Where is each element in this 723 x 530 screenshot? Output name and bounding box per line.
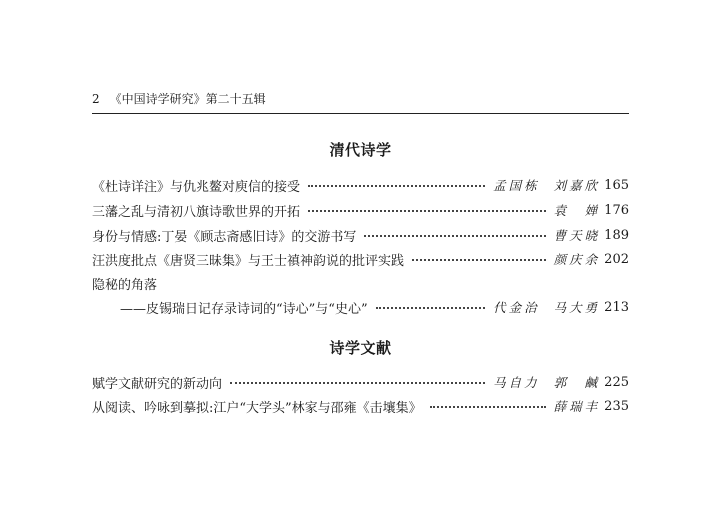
entry-author: 刘嘉欣 xyxy=(553,178,601,193)
entry-title: 《杜诗详注》与仇兆鳌对庾信的接受 xyxy=(92,179,301,195)
toc-entry xyxy=(92,373,629,391)
header-rule xyxy=(92,113,629,114)
dot-leader xyxy=(430,406,546,408)
dot-leader xyxy=(412,259,546,261)
section-title: 清代诗学 xyxy=(329,141,392,159)
entry-author: 代金治 xyxy=(493,300,540,315)
entry-author: 曹天晓 xyxy=(553,228,601,243)
entry-page: 235 xyxy=(604,398,629,414)
toc-entry xyxy=(92,397,629,415)
entry-author: 郭 鹹 xyxy=(553,375,601,390)
entry-author: 马自力 xyxy=(493,375,540,390)
entry-title: 隐秘的角落 xyxy=(92,277,158,293)
publication-title: 《中国诗学研究》第二十五辑 xyxy=(109,92,266,106)
entry-page: 213 xyxy=(604,299,629,315)
section-title: 诗学文献 xyxy=(329,339,392,357)
dot-leader xyxy=(308,185,485,187)
dot-leader xyxy=(364,235,545,237)
dot-leader xyxy=(308,210,546,212)
dot-leader xyxy=(376,307,486,309)
entry-page: 189 xyxy=(604,227,629,243)
entry-title: 从阅读、吟咏到摹拟:江户“大学头”林家与邵雍《击壤集》 xyxy=(92,400,422,416)
entry-title: 三藩之乱与清初八旗诗歌世界的开拓 xyxy=(92,204,301,220)
entry-page: 165 xyxy=(604,177,629,193)
toc-entry-subtitle xyxy=(92,298,629,316)
toc-entry xyxy=(92,274,629,292)
entry-author: 颜庆余 xyxy=(553,252,601,267)
page-number: 2 xyxy=(92,92,100,106)
entry-author: 袁 婵 xyxy=(553,203,601,218)
toc-entry xyxy=(92,250,629,268)
entry-title: 赋学文献研究的新动向 xyxy=(92,376,223,392)
entry-page: 176 xyxy=(604,202,629,218)
dot-leader xyxy=(230,382,485,384)
entry-subtitle: ——皮锡瑞日记存录诗词的“诗心”与“史心” xyxy=(120,301,368,317)
entry-page: 225 xyxy=(604,374,629,390)
toc-entry xyxy=(92,176,629,194)
toc-entry xyxy=(92,226,629,244)
entry-author: 马大勇 xyxy=(553,300,601,315)
running-head xyxy=(92,91,629,107)
toc-entry xyxy=(92,201,629,219)
entry-author: 薛瑞丰 xyxy=(553,399,601,414)
entry-title: 汪洪度批点《唐贤三昧集》与王士禛神韵说的批评实践 xyxy=(92,253,405,269)
entry-title: 身份与情感:丁晏《顾志斋感旧诗》的交游书写 xyxy=(92,229,357,245)
entry-author: 孟国栋 xyxy=(493,178,540,193)
entry-page: 202 xyxy=(604,251,629,267)
